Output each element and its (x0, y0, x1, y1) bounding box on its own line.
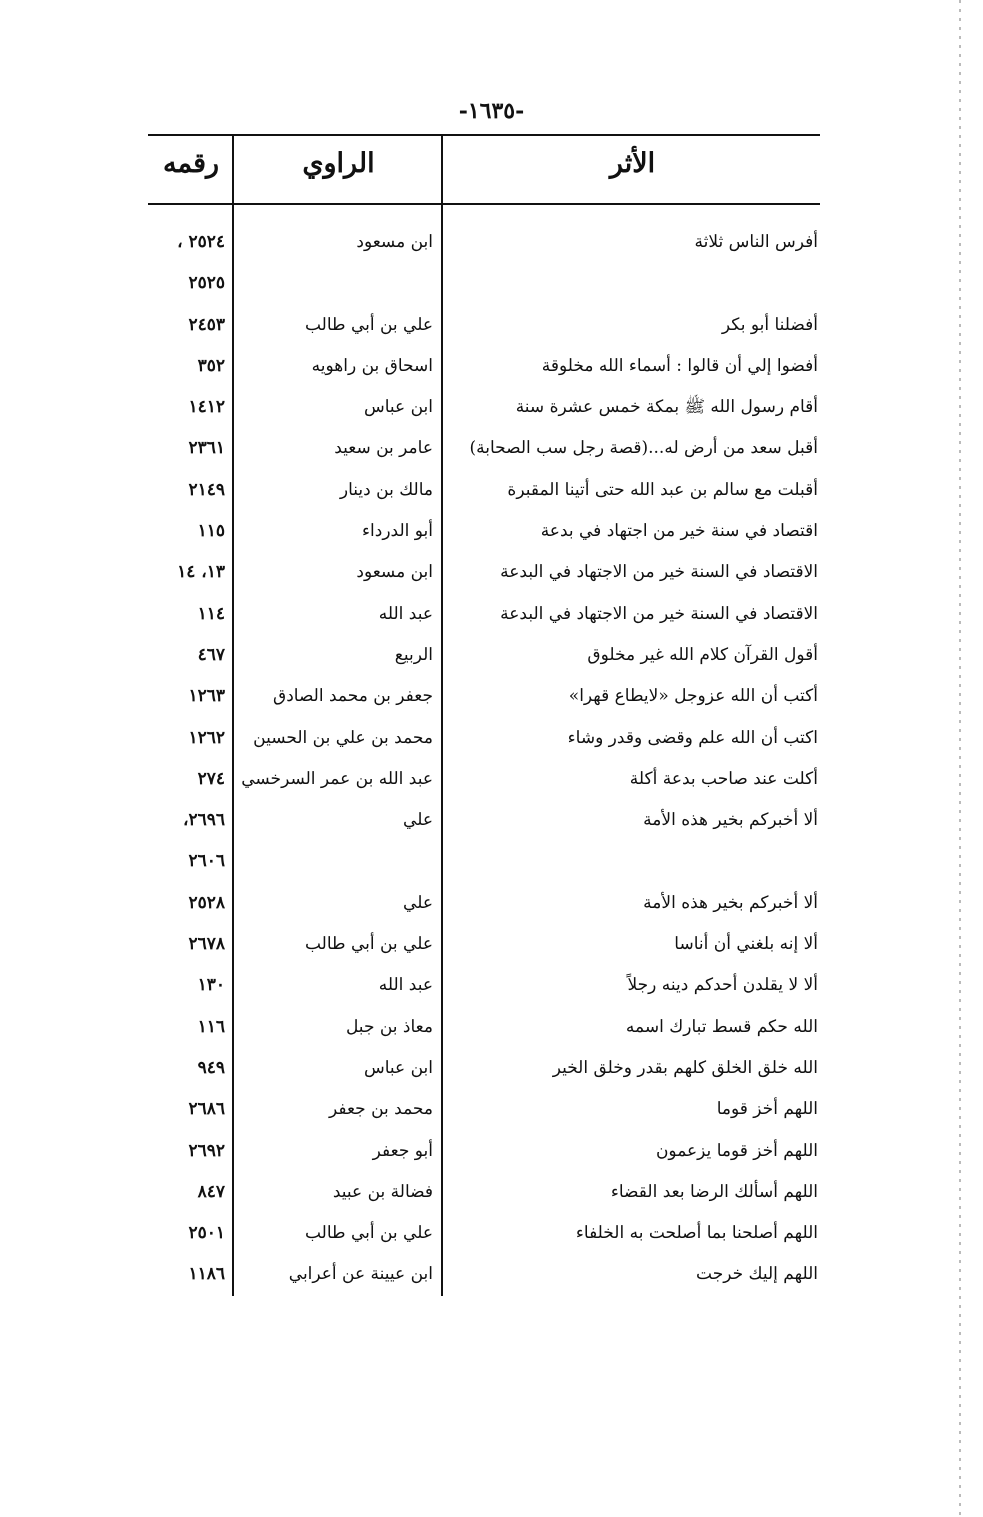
table-row (148, 635, 820, 676)
table-row (148, 1254, 820, 1295)
raqm-cell: ٢٣٦١ (188, 438, 225, 459)
athar-cell: اكتب أن الله علم وقضى وقدر وشاء (567, 727, 818, 748)
table-row (148, 1213, 820, 1254)
rawi-cell: عبد الله بن عمر السرخسي (241, 768, 433, 789)
table-row (148, 1131, 820, 1172)
table-row (148, 800, 820, 841)
table-row (148, 428, 820, 469)
raqm-cell: ١٢٦٢ (188, 727, 225, 748)
athar-cell: أقبلت مع سالم بن عبد الله حتى أتينا المقبرة (507, 479, 818, 500)
rawi-cell: مالك بن دينار (339, 479, 433, 500)
table-row (148, 511, 820, 552)
rawi-cell: اسحاق بن راهويه (311, 355, 433, 376)
athar-cell: ألا لا يقلدن أحدكم دينه رجلاً (627, 975, 818, 996)
table-row (148, 470, 820, 511)
table-row (148, 1089, 820, 1130)
athar-cell: ألا أخبركم بخير هذه الأمة (643, 810, 818, 831)
rawi-cell: ابن عيينة عن أعرابي (288, 1264, 433, 1285)
athar-cell: أفضوا إلي أن قالوا : أسماء الله مخلوقة (541, 355, 818, 376)
hadith-index-table (148, 222, 820, 1296)
rawi-cell: ابن مسعود (356, 232, 433, 252)
table-row (148, 263, 820, 304)
raqm-cell: ٨٤٧ (197, 1181, 225, 1202)
athar-cell: أفضلنا أبو بكر (721, 314, 818, 335)
raqm-cell: ١١٨٦ (188, 1264, 225, 1285)
header-rule (148, 134, 820, 136)
table-row (148, 676, 820, 717)
athar-cell: أقبل سعد من أرض له...(قصة رجل سب الصحابة) (469, 438, 818, 459)
athar-cell: الاقتصاد في السنة خير من الاجتهاد في البدعة (500, 562, 818, 583)
column-header-rawi: الراوي (302, 148, 375, 179)
rawi-cell: عبد الله (378, 603, 433, 624)
raqm-cell: ٢١٤٩ (188, 479, 225, 500)
athar-cell: اللهم أخز قوما يزعمون (655, 1140, 818, 1161)
table-row (148, 594, 820, 635)
athar-cell: اقتصاد في سنة خير من اجتهاد في بدعة (540, 521, 818, 542)
rawi-cell: علي بن أبي طالب (304, 934, 433, 955)
athar-cell: أقام رسول الله ﷺ بمكة خمس عشرة سنة (515, 397, 818, 418)
athar-cell: أفرس الناس ثلاثة (694, 232, 818, 252)
rawi-cell: علي بن أبي طالب (304, 1223, 433, 1244)
athar-cell (446, 841, 820, 882)
table-row (148, 1048, 820, 1089)
athar-cell: الله خلق الخلق كلهم بقدر وخلق الخير (552, 1057, 818, 1078)
raqm-cell: ٩٤٩ (197, 1057, 225, 1078)
raqm-cell: ١٣٠ (197, 975, 225, 996)
raqm-cell: ٢٦٨٦ (188, 1099, 225, 1120)
table-row (148, 346, 820, 387)
rawi-cell: علي بن أبي طالب (304, 314, 433, 335)
raqm-cell: ٢٥٠١ (188, 1223, 225, 1244)
athar-cell: أكلت عند صاحب بدعة أكلة (629, 768, 818, 789)
rawi-cell: جعفر بن محمد الصادق (273, 686, 433, 707)
table-row (148, 1007, 820, 1048)
rawi-cell: محمد بن جعفر (328, 1099, 433, 1120)
column-header-athar: الأثر (609, 148, 656, 179)
raqm-cell: ٢٧٤ (197, 768, 225, 789)
athar-cell: الله حكم قسط تبارك اسمه (625, 1016, 818, 1037)
rawi-cell (228, 841, 437, 882)
table-row (148, 305, 820, 346)
raqm-cell: ١١٥ (197, 521, 225, 542)
rawi-cell: محمد بن علي بن الحسين (253, 727, 433, 748)
page-number: -١٦٣٥- (458, 98, 525, 124)
table-row (148, 718, 820, 759)
raqm-cell: ٢٤٥٣ (188, 314, 225, 335)
scan-edge-mark (959, 0, 961, 1517)
rawi-cell: عامر بن سعيد (334, 438, 433, 459)
table-row (148, 883, 820, 924)
rawi-cell: عبد الله (378, 975, 433, 996)
raqm-cell: ١١٤ (197, 603, 225, 624)
table-row (148, 965, 820, 1006)
rawi-cell: ابن عباس (363, 1057, 433, 1078)
rawi-cell: ابن عباس (363, 397, 433, 418)
athar-cell: أكتب أن الله عزوجل «لايطاع قهرا» (568, 686, 818, 707)
table-row (148, 841, 820, 882)
rawi-cell: فضالة بن عبيد (332, 1181, 433, 1202)
table-row (148, 387, 820, 428)
athar-cell: أقول القرآن كلام الله غير مخلوق (587, 644, 818, 665)
athar-cell: الاقتصاد في السنة خير من الاجتهاد في البدعة (500, 603, 818, 624)
table-row (148, 552, 820, 593)
athar-cell (446, 263, 820, 304)
athar-cell: اللهم أصلحنا بما أصلحت به الخلفاء (575, 1223, 818, 1244)
table-row (148, 924, 820, 965)
rawi-cell: الربيع (394, 644, 433, 665)
rawi-cell: ابن مسعود (356, 562, 433, 583)
subheader-rule (148, 203, 820, 205)
raqm-cell: ٢٥٢٥ (188, 273, 225, 294)
table-row (148, 759, 820, 800)
raqm-cell: ٢٥٢٤ ، (177, 232, 225, 252)
rawi-cell (228, 263, 437, 304)
raqm-cell: ٣٥٢ (197, 355, 225, 376)
raqm-cell: ٢٦٠٦ (188, 851, 225, 872)
raqm-cell: ٢٥٢٨ (188, 892, 225, 913)
raqm-cell: ٢٦٩٦، (182, 810, 225, 831)
rawi-cell: معاذ بن جبل (345, 1016, 433, 1037)
athar-cell: اللهم أخز قوما (716, 1099, 818, 1120)
table-row (148, 1172, 820, 1213)
rawi-cell: أبو جعفر (372, 1140, 433, 1161)
raqm-cell: ٢٦٧٨ (188, 934, 225, 955)
raqm-cell: ٢٦٩٢ (188, 1140, 225, 1161)
raqm-cell: ١٢٦٣ (188, 686, 225, 707)
column-header-raqm: رقمه (162, 148, 220, 179)
rawi-cell: علي (403, 810, 433, 831)
rawi-cell: علي (403, 892, 433, 913)
raqm-cell: ١٣، ١٤ (177, 562, 225, 583)
raqm-cell: ٤٦٧ (197, 644, 225, 665)
athar-cell: ألا أخبركم بخير هذه الأمة (643, 892, 818, 913)
raqm-cell: ١١٦ (197, 1016, 225, 1037)
rawi-cell: أبو الدرداء (362, 521, 433, 542)
athar-cell: اللهم أسألك الرضا بعد القضاء (610, 1181, 818, 1202)
table-row (148, 222, 820, 263)
athar-cell: اللهم إليك خرجت (696, 1264, 818, 1285)
raqm-cell: ١٤١٢ (188, 397, 225, 418)
athar-cell: ألا إنه بلغني أن أناسا (674, 934, 818, 955)
